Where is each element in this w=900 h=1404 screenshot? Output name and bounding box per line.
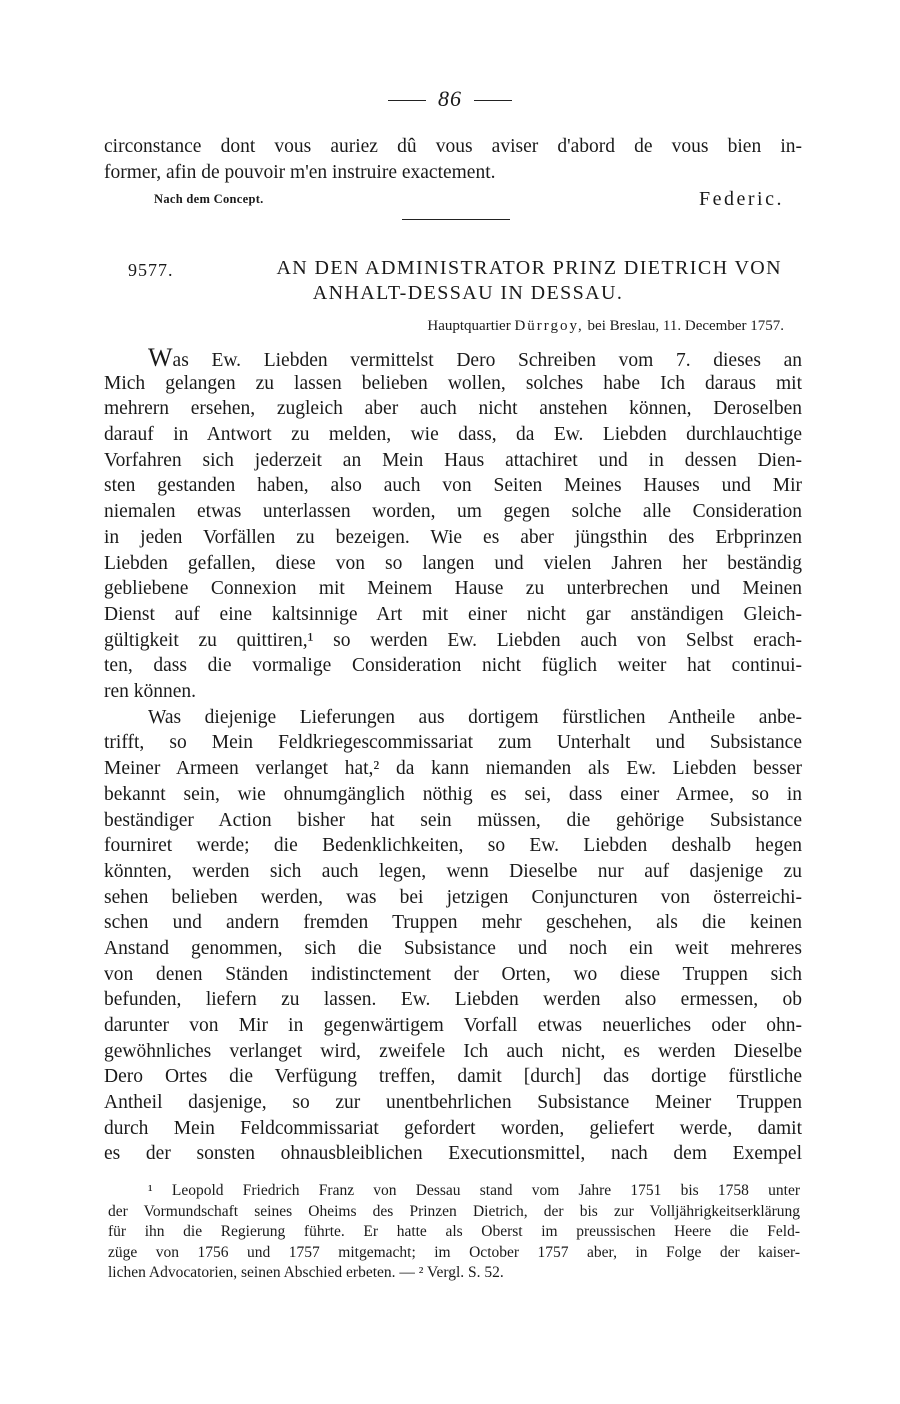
footnotes bbox=[108, 1181, 800, 1284]
text-line: niemalen etwas unterlassen worden, um gegen solche alle Consideration bbox=[104, 501, 802, 523]
text-line: trifft, so Mein Feldkriegescommissariat zum Unterhalt und Subsistance bbox=[104, 732, 802, 754]
text-line: könnten, werden sich auch legen, wenn Dieselbe nur auf dasjenige zu bbox=[104, 860, 802, 882]
letter-dateline bbox=[427, 318, 784, 335]
dateline-date: bei Breslau, 11. December 1757. bbox=[587, 318, 784, 334]
text-line: gültigkeit zu quittiren,¹ so werden Ew. Liebden auch von Selbst erach- bbox=[104, 629, 802, 651]
dateline-location: Dürrgoy, bbox=[514, 318, 584, 334]
footnote-line: lichen Advocatorien, seinen Abschied erbeten. — ² Vergl. S. 52. bbox=[108, 1264, 504, 1281]
text-line: sten gestanden haben, also auch von Seiten Meines Hauses und Mir bbox=[104, 475, 802, 497]
text-line: Was diejenige Lieferungen aus dortigem fürstlichen Antheile anbe- bbox=[148, 706, 802, 728]
text-line: Liebden gefallen, diese von so langen und vielen Jahren her beständig bbox=[104, 552, 802, 574]
paragraph-1 bbox=[104, 345, 802, 705]
text-line: ten, dass die vormalige Consideration nicht füglich weiter hat continui- bbox=[104, 655, 802, 677]
text-line: fourniret werde; die Bedenklichkeiten, so Ew. Liebden deshalb hegen bbox=[104, 835, 802, 857]
text-line: ren können. bbox=[104, 680, 197, 702]
letter-title-line-2: ANHALT-DESSAU IN DESSAU. bbox=[312, 282, 624, 304]
signature: Federic. bbox=[699, 188, 784, 210]
text-line: gewöhnliches verlanget wird, zweifele Ich auch nicht, es werden Dieselbe bbox=[104, 1040, 802, 1062]
footnote-line: für ihn die Regierung führte. Er hatte als Oberst im preussischen Heere die Feld- bbox=[108, 1223, 800, 1240]
text-line: bekannt sein, wie ohnumgänglich nöthig es sei, dass einer Armee, so in bbox=[104, 783, 802, 805]
page-number: 86 bbox=[438, 86, 462, 111]
text-line: befunden, liefern zu lassen. Ew. Liebden werden also ermessen, ob bbox=[104, 989, 802, 1011]
text-line: Vorfahren sich jederzeit an Mein Haus attachiret und in dessen Dien- bbox=[104, 449, 802, 471]
text-line: Was Ew. Liebden vermittelst Dero Schreiben vom 7. dieses an bbox=[148, 343, 802, 372]
text-line: darunter von Mir in gegenwärtigem Vorfall etwas neuerliches oder ohn- bbox=[104, 1015, 802, 1037]
initial-letter: W bbox=[148, 343, 173, 372]
letter-title-line-1: AN DEN ADMINISTRATOR PRINZ DIETRICH VON bbox=[276, 257, 782, 279]
text-line: sehen belieben werden, was bei jetzigen Conjuncturen von österreichi- bbox=[104, 886, 802, 908]
text-line: circonstance dont vous auriez dû vous aviser d'abord de vous bien in- bbox=[104, 136, 802, 157]
text-line: schen und andern fremden Truppen mehr geschehen, als die keinen bbox=[104, 912, 802, 934]
text-line: es der sonsten ohnausbleiblichen Executionsmittel, nach dem Exempel bbox=[104, 1143, 802, 1165]
continuation-text bbox=[104, 134, 802, 185]
header-dash-right bbox=[474, 100, 512, 101]
text-line: Anstand genommen, sich die Subsistance und noch ein weit mehreres bbox=[104, 937, 802, 959]
footnote-line: ¹ Leopold Friedrich Franz von Dessau stand vom Jahre 1751 bis 1758 unter bbox=[148, 1182, 800, 1199]
text-line: Dero Ortes die Verfügung treffen, damit [durch] das dortige fürstliche bbox=[104, 1066, 802, 1088]
header-dash-left bbox=[388, 100, 426, 101]
text-line: gebliebene Connexion mit Meinem Hause zu unterbrechen und Meinen bbox=[104, 578, 802, 600]
text-line: mehrern ersehen, zugleich aber auch nicht anstehen können, Deroselben bbox=[104, 398, 802, 420]
paragraph-2 bbox=[104, 705, 802, 1167]
footnote-line: züge von 1756 und 1757 mitgemacht; im October 1757 aber, in Folge der kaiser- bbox=[108, 1243, 800, 1261]
text-line: darauf in Antwort zu melden, wie dass, da Ew. Liebden durchlauchtige bbox=[104, 424, 802, 446]
footnote-line: der Vormundschaft seines Oheims des Prinzen Dietrich, der bis zur Volljährigkeitserklärung bbox=[108, 1202, 800, 1220]
closing-line bbox=[154, 188, 784, 212]
source-note: Nach dem Concept. bbox=[154, 192, 264, 206]
letter-heading bbox=[128, 256, 788, 306]
dateline-place: Hauptquartier bbox=[427, 318, 511, 334]
text-line: Mich gelangen zu lassen belieben wollen, solches habe Ich daraus mit bbox=[104, 372, 802, 394]
text-line: Meiner Armeen verlanget hat,² da kann niemanden als Ew. Liebden besser bbox=[104, 758, 802, 780]
letter-number: 9577. bbox=[128, 260, 174, 280]
text-line: von denen Ständen indistinctement der Orten, wo diese Truppen sich bbox=[104, 963, 802, 985]
text-line: in jeden Vorfällen zu bezeigen. Wie es aber jüngsthin des Erbprinzen bbox=[104, 526, 802, 548]
section-divider bbox=[402, 219, 510, 220]
text-line: durch Mein Feldcommissariat gefordert worden, geliefert werde, damit bbox=[104, 1117, 802, 1139]
text-line: Antheil dasjenige, so zur unentbehrlichen Subsistance Meiner Truppen bbox=[104, 1092, 802, 1114]
page-header bbox=[0, 86, 900, 112]
text-line: Dienst auf eine kaltsinnige Art mit einer nicht gar anständigen Gleich- bbox=[104, 603, 802, 625]
text-line: beständiger Action bisher hat sein müssen, die gehörige Subsistance bbox=[104, 809, 802, 831]
text-line: former, afin de pouvoir m'en instruire exactement. bbox=[104, 161, 496, 183]
